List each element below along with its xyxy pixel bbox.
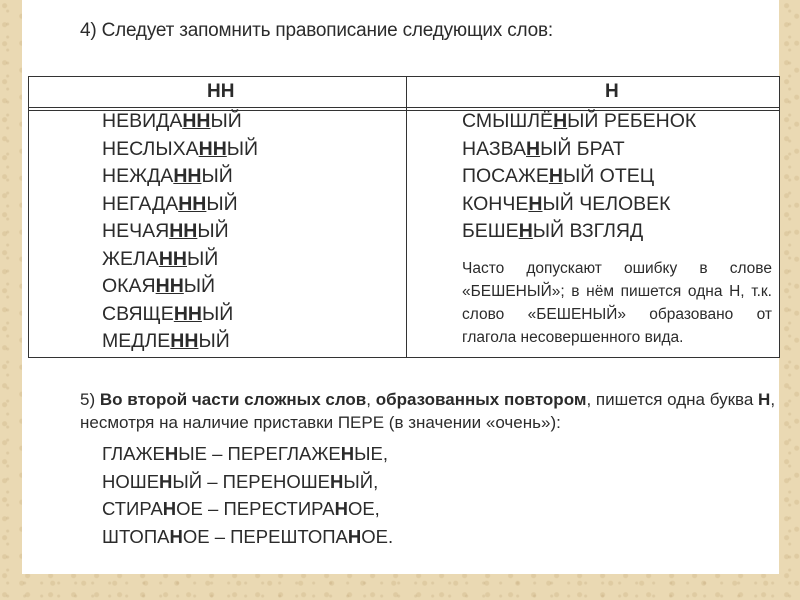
word-item: СМЫШЛЁНЫЙ РЕБЕНОК [462,110,697,132]
example-word-list [102,440,393,550]
example-item: СТИРАНОЕ – ПЕРЕСТИРАНОЕ, [102,498,380,519]
word-item: НЕЖДАННЫЙ [102,165,233,187]
word-item: НЕГАДАННЫЙ [102,192,238,215]
word-item: НЕВИДАННЫЙ [102,110,242,132]
word-item: ЖЕЛАННЫЙ [102,247,219,270]
slide-sheet [22,0,779,574]
bescheny-note: Часто допускают ошибку в слове «БЕШЕНЫЙ»; в нём пишется одна Н, т.к. слово «БЕШЕНЫЙ» образовано от глагола несовершенного вида. [462,260,772,346]
word-item: ОКАЯННЫЙ [102,275,216,297]
word-item: СВЯЩЕННЫЙ [102,302,234,325]
section-4-heading: 4) Следует запомнить правописание следующих слов: [80,20,553,41]
double-n-word-list [102,108,258,356]
word-item: НАЗВАНЫЙ БРАТ [462,137,625,160]
word-item: КОНЧЕНЫЙ ЧЕЛОВЕК [462,192,671,215]
example-item: ГЛАЖЕНЫЕ – ПЕРЕГЛАЖЕНЫЕ, [102,443,388,464]
word-item: МЕДЛЕННЫЙ [102,330,230,352]
word-item: НЕСЛЫХАННЫЙ [102,137,259,160]
section-5-rule: 5) Во второй части сложных слов, образованных повтором, пишется одна буква Н, несмотря на наличие приставки ПЕРЕ (в значении «очень»): [80,390,776,432]
word-item: НЕЧАЯННЫЙ [102,220,229,242]
column-header-nn: НН [207,81,235,102]
table-column-divider [406,77,407,357]
word-item: ПОСАЖЕНЫЙ ОТЕЦ [462,165,655,187]
example-item: ШТОПАНОЕ – ПЕРЕШТОПАНОЕ. [102,525,394,547]
word-item: БЕШЕНЫЙ ВЗГЛЯД [462,220,644,242]
example-item: НОШЕНЫЙ – ПЕРЕНОШЕНЫЙ, [102,470,379,492]
single-n-word-list [462,108,696,246]
column-header-n: Н [605,81,619,102]
